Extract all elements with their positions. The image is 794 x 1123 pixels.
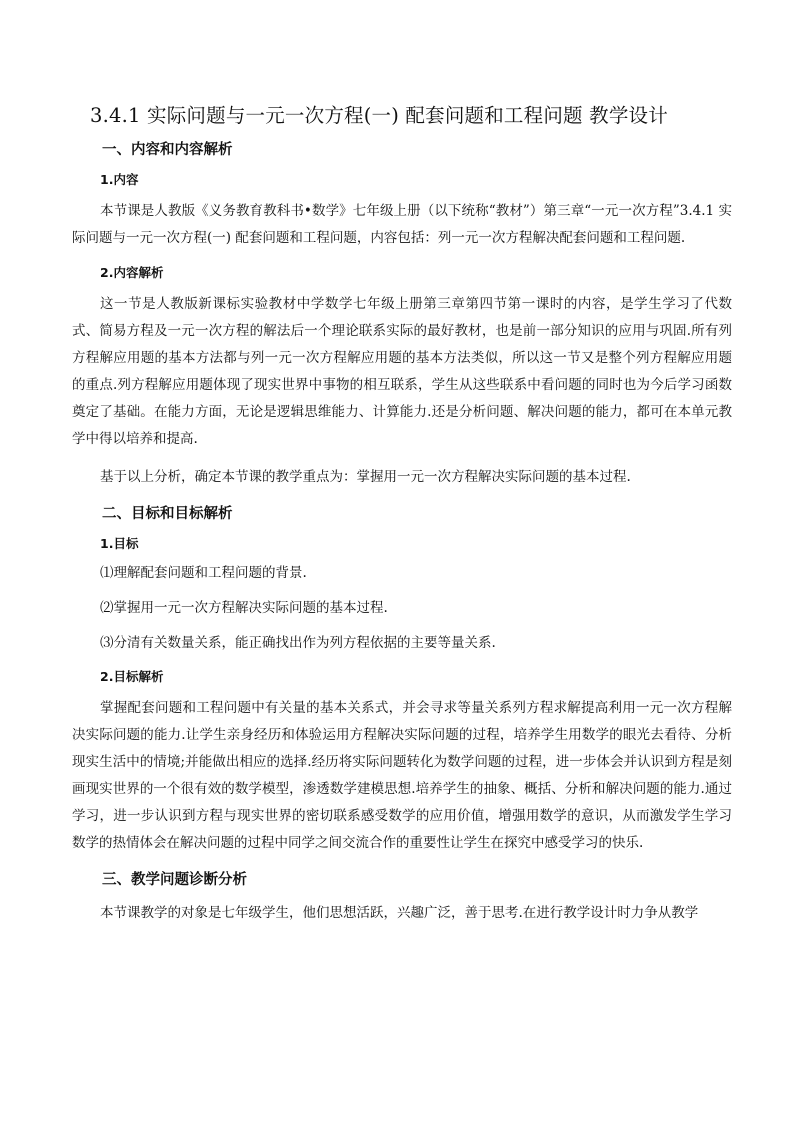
section-heading: 二、目标和目标解析 [102, 506, 233, 522]
subsection-heading: 1.目标 [100, 536, 139, 551]
section-problem-diagnosis [72, 868, 732, 927]
section-content-analysis [72, 138, 732, 491]
section-heading: 三、教学问题诊断分析 [102, 872, 247, 888]
paragraph: 这一节是人教版新课标实验教材中学数学七年级上册第三章第四节第一课时的内容，是学生学习了代数式、简易方程及一元一次方程的解法后一个理论联系实际的最好教材，也是前一部分知识的应用与巩固.所有列方程解应用题的基本方法都与列一元一次方程解应用题的基本方法类似，所以这一节又是整个列方程解应用题的重点.列方程解应用题体现了现实世界中事物的相互联系，学生从这些联系中看问题的同时也为今后学习函数奠定了基础。在能力方面，无论是逻辑思维能力、计算能力.还是分析问题、解决问题的能力，都可在本单元教学中得以培养和提高. [72, 296, 732, 447]
paragraph: 本节课教学的对象是七年级学生，他们思想活跃，兴趣广泛，善于思考.在进行教学设计时力争从教学 [100, 905, 699, 921]
list-item: ⑵掌握用一元一次方程解决实际问题的基本过程. [100, 600, 388, 616]
subsection-heading: 2.内容解析 [100, 265, 164, 280]
paragraph: 基于以上分析，确定本节课的教学重点为：掌握用一元一次方程解决实际问题的基本过程. [100, 469, 631, 485]
section-goal-analysis [72, 502, 732, 857]
paragraph: 本节课是人教版《义务教育教科书•数学》七年级上册（以下统称“教材”）第三章“一元一次方程”3.4.1 实际问题与一元一次方程(一) 配套问题和工程问题，内容包括：列一元一次方程解决配套问题和工程问题. [72, 203, 732, 246]
subsection-heading: 1.内容 [100, 172, 139, 187]
paragraph: 掌握配套问题和工程问题中有关量的基本关系式，并会寻求等量关系列方程求解提高利用一元一次方程解决实际问题的能力.让学生亲身经历和体验运用方程解决实际问题的过程，培养学生用数学的眼光去看待、分析现实生活中的情境;并能做出相应的选择.经历将实际问题转化为数学问题的过程，进一步体会并认识到方程是刻画现实世界的一个很有效的数学模型，渗透数学建模思想.培养学生的抽象、概括、分析和解决问题的能力.通过学习，进一步认识到方程与现实世界的密切联系感受数学的应用价值，增强用数学的意识，从而激发学生学习数学的热情体会在解决问题的过程中同学之间交流合作的重要性让学生在探究中感受学习的快乐. [72, 700, 732, 851]
document-title: 3.4.1 实际问题与一元一次方程(一) 配套问题和工程问题 教学设计 [90, 104, 668, 127]
subsection-heading: 2.目标解析 [100, 669, 164, 684]
section-heading: 一、内容和内容解析 [102, 142, 233, 158]
list-item: ⑴理解配套问题和工程问题的背景. [100, 565, 307, 581]
document-page [72, 100, 732, 938]
list-item: ⑶分清有关数量关系，能正确找出作为列方程依据的主要等量关系. [100, 635, 496, 651]
